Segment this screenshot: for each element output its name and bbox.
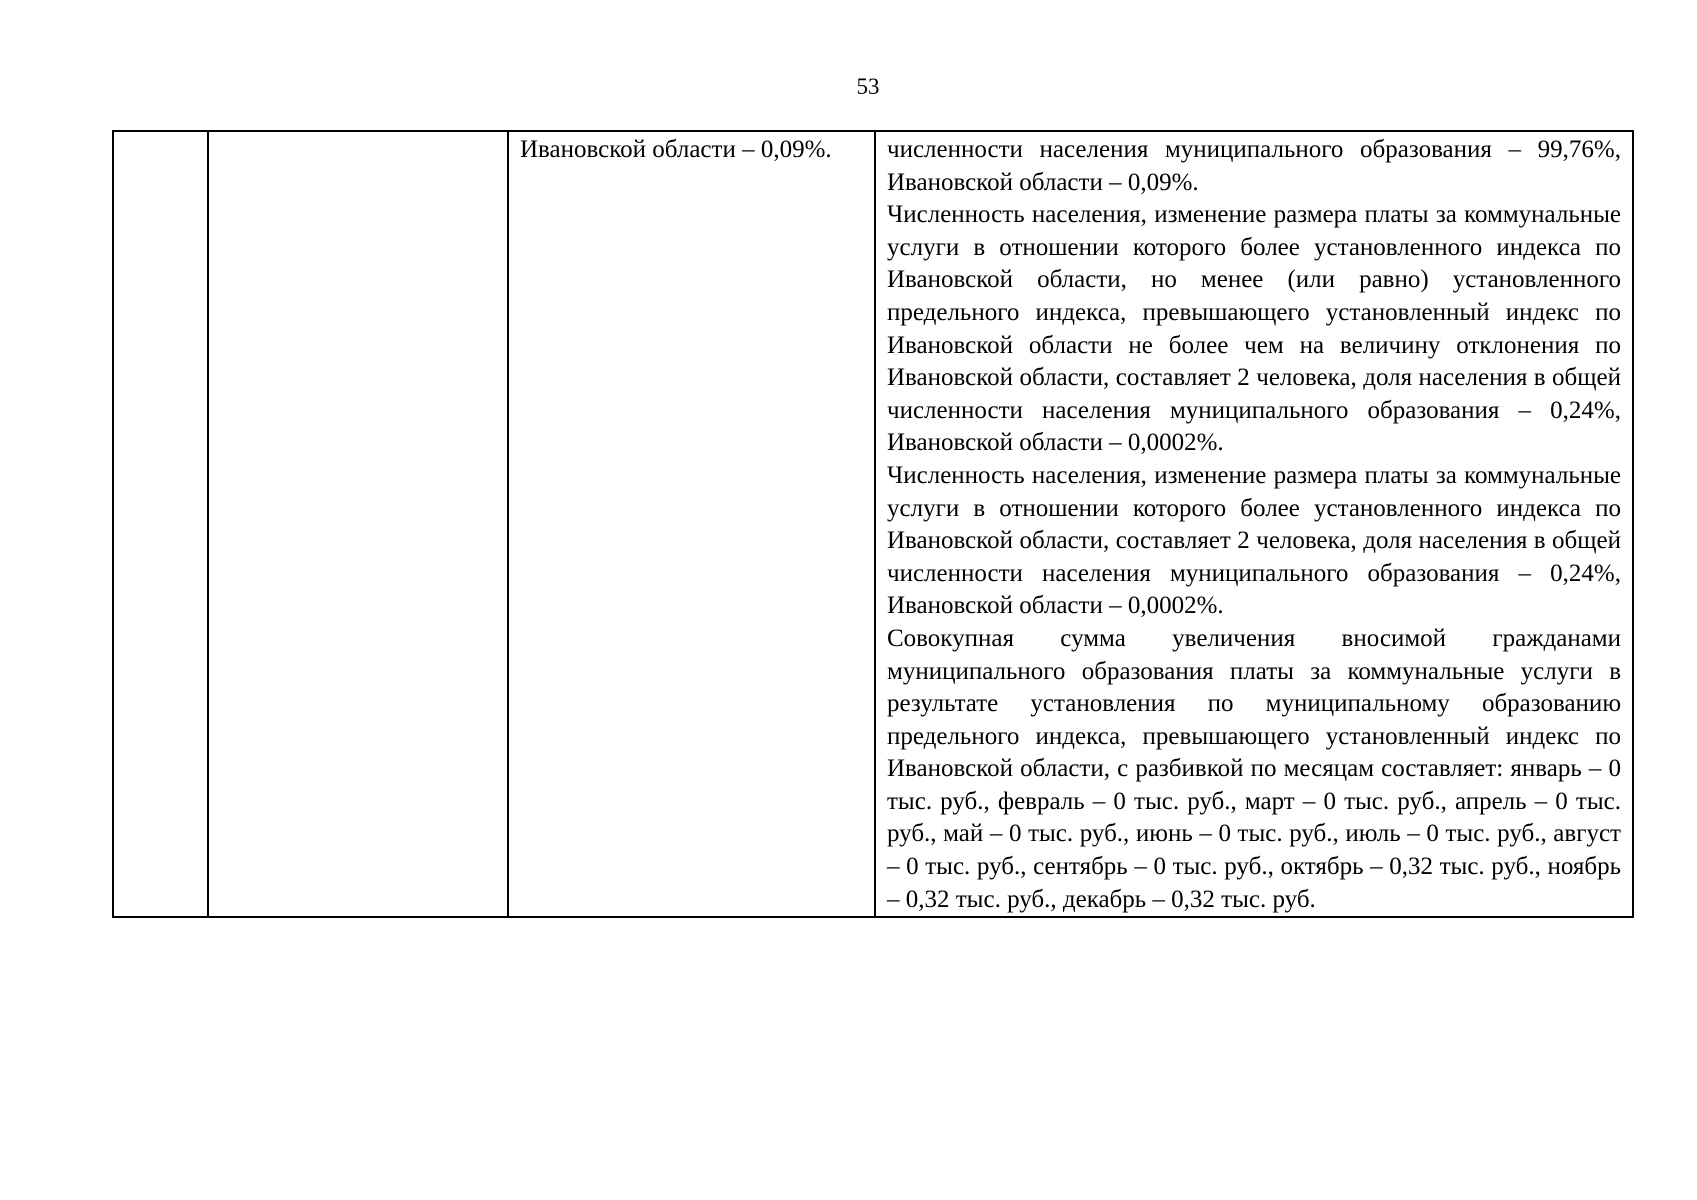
table-cell-number [113, 131, 208, 917]
page-number: 53 [856, 74, 880, 99]
table-cell-name [208, 131, 508, 917]
description-paragraph: Численность населения, изменение размера платы за коммунальные услуги в отношении которого более установленного индекса по Ивановской области, составляет 2 человека, доля населения в общей численности населения муниципального образования – 0,24%, Ивановской области – 0,0002%. [887, 461, 1621, 620]
document-table [112, 130, 1634, 918]
description-paragraph: численности населения муниципального образования – 99,76%, Ивановской области – 0,09%. [887, 136, 1621, 196]
table-cell-description [875, 131, 1633, 917]
region-share-text: Ивановской области – 0,09%. [520, 136, 832, 163]
table-cell-region-share [508, 131, 875, 917]
description-paragraph: Совокупная сумма увеличения вносимой гражданами муниципального образования платы за коммунальные услуги в результате установления по муниципальному образованию предельного индекса, превышающего установленный индекс по Ивановской области, с разбивкой по месяцам составляет: январь – 0 тыс. руб., февраль – 0 тыс. руб., март – 0 тыс. руб., апрель – 0 тыс. руб., май – 0 тыс. руб., июнь – 0 тыс. руб., июль – 0 тыс. руб., август – 0 тыс. руб., сентябрь – 0 тыс. руб., октябрь – 0,32 тыс. руб., ноябрь – 0,32 тыс. руб., декабрь – 0,32 тыс. руб. [887, 624, 1621, 913]
description-paragraph: Численность населения, изменение размера платы за коммунальные услуги в отношении которого более установленного индекса по Ивановской области, но менее (или равно) установленного предельного индекса, превышающего установленный индекс по Ивановской области не более чем на величину отклонения по Ивановской области, составляет 2 человека, доля населения в общей численности населения муниципального образования – 0,24%, Ивановской области – 0,0002%. [887, 201, 1621, 457]
table-row [113, 131, 1633, 917]
